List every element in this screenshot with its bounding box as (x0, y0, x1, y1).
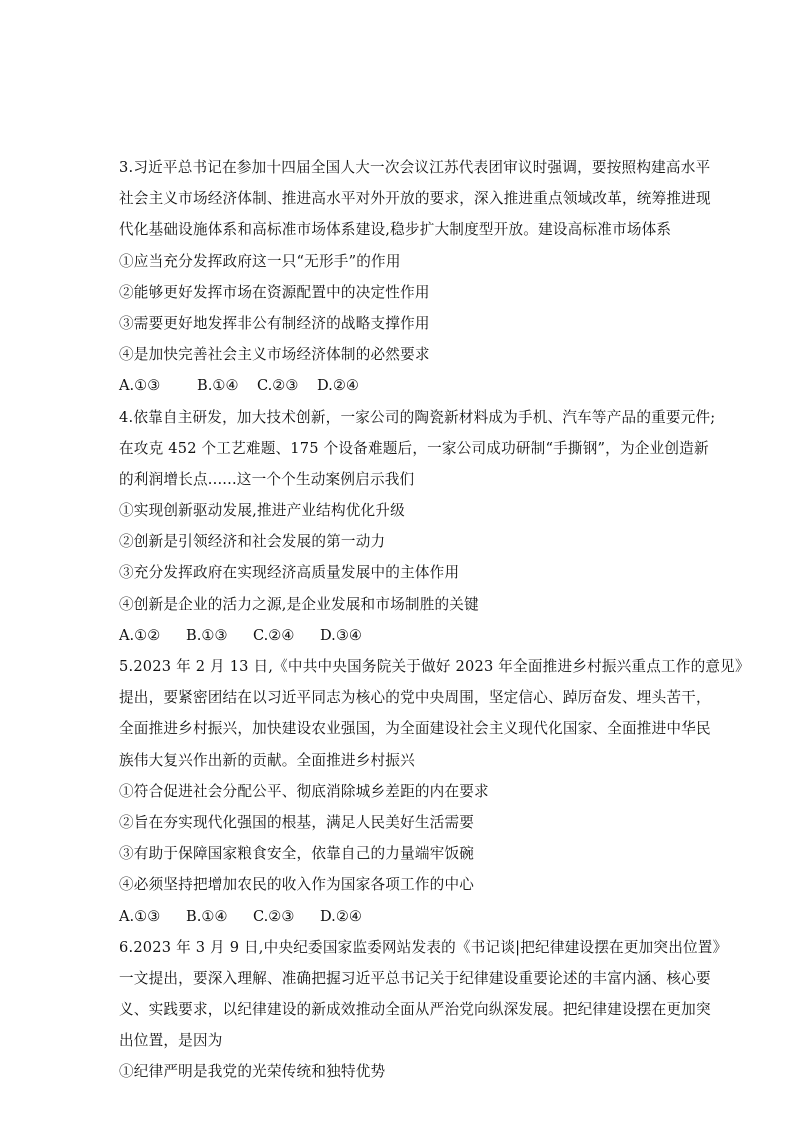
question-stem-line: 3.习近平总书记在参加十四届全国人大一次会议江苏代表团审议时强调，要按照构建高水平 (119, 159, 711, 176)
question-stem-line: 提出，要紧密团结在以习近平同志为核心的党中央周围，坚定信心、踔厉奋发、埋头苦干， (119, 689, 711, 707)
option-statement: ③有助于保障国家粮食安全，依靠自己的力量端牢饭碗 (119, 845, 475, 863)
answer-choice-c: C.②④ (253, 626, 295, 644)
question-6 (119, 932, 728, 1088)
option-statement: ②能够更好发挥市场在资源配置中的决定性作用 (119, 283, 430, 301)
option-statement: ④创新是企业的活力之源,是企业发展和市场制胜的关键 (119, 595, 479, 613)
question-stem-line: 代化基础设施体系和高标准市场体系建设,稳步扩大制度型开放。建设高标准市场体系 (119, 221, 672, 239)
answer-choice-d: D.②④ (320, 907, 362, 925)
answer-choice-b: B.①④ (197, 377, 239, 395)
option-statement: ③充分发挥政府在实现经济高质量发展中的主体作用 (119, 564, 460, 582)
question-stem-line: 的利润增长点......这一个个生动案例启示我们 (119, 470, 415, 488)
question-stem-line: 4.依靠自主研发，加大技术创新，一家公司的陶瓷新材料成为手机、汽车等产品的重要元件; (119, 408, 716, 426)
question-stem-line: 族伟大复兴作出新的贡献。全面推进乡村振兴 (119, 751, 415, 769)
option-statement: ①实现创新驱动发展,推进产业结构优化升级 (119, 502, 405, 520)
question-stem-line: 义、实践要求，以纪律建设的新成效推动全面从严治党向纵深发展。把纪律建设摆在更加突 (119, 1001, 711, 1019)
answer-choices (119, 901, 679, 932)
answer-choice-b: B.①④ (186, 907, 228, 925)
answer-choice-a: A.①③ (119, 907, 161, 925)
question-stem-line: 社会主义市场经济体制、推进高水平对外开放的要求，深入推进重点领域改革，统筹推进现 (119, 190, 711, 208)
exam-page (119, 152, 750, 1088)
answer-choice-c: C.②③ (253, 907, 295, 925)
option-statement: ①纪律严明是我党的光荣传统和独特优势 (119, 1063, 386, 1081)
answer-choice-b: B.①③ (186, 626, 228, 644)
question-stem-line: 5.2023 年 2 月 13 日,《中共中央国务院关于做好 2023 年全面推进乡村振兴重点工作的意见》 (119, 658, 750, 675)
option-statement: ①符合促进社会分配公平、彻底消除城乡差距的内在要求 (119, 782, 489, 800)
question-stem-line: 一文提出，要深入理解、准确把握习近平总书记关于纪律建设重要论述的丰富内涵、核心要 (119, 969, 711, 987)
answer-choice-d: D.③④ (320, 626, 362, 644)
option-statement: ②旨在夯实现代化强国的根基，满足人民美好生活需要 (119, 813, 475, 831)
option-statement: ④必须坚持把增加农民的收入作为国家各项工作的中心 (119, 876, 475, 894)
answer-choices (119, 370, 679, 401)
option-statement: ④是加快完善社会主义市场经济体制的必然要求 (119, 346, 430, 364)
option-statement: ①应当充分发挥政府这一只“无形手”的作用 (119, 252, 401, 270)
question-4 (119, 402, 716, 652)
answer-choice-d: D.②④ (317, 377, 359, 395)
answer-choice-a: A.①③ (119, 377, 161, 395)
question-stem-line: 6.2023 年 3 月 9 日,中央纪委国家监委网站发表的《书记谈|把纪律建设摆在更加突出位置》 (119, 938, 728, 956)
answer-choice-a: A.①② (119, 626, 161, 644)
option-statement: ②创新是引领经济和社会发展的第一动力 (119, 533, 386, 551)
question-5 (119, 651, 750, 932)
answer-choices (119, 620, 679, 651)
option-statement: ③需要更好地发挥非公有制经济的战略支撑作用 (119, 314, 430, 332)
answer-choice-c: C.②③ (257, 377, 299, 395)
question-stem-line: 出位置，是因为 (119, 1032, 223, 1050)
question-stem-line: 在攻克 452 个工艺难题、175 个设备难题后，一家公司成功研制“手撕钢”，为企业创造新 (119, 439, 709, 457)
question-3 (119, 152, 711, 402)
question-stem-line: 全面推进乡村振兴，加快建设农业强国，为全面建设社会主义现代化国家、全面推进中华民 (119, 720, 711, 738)
